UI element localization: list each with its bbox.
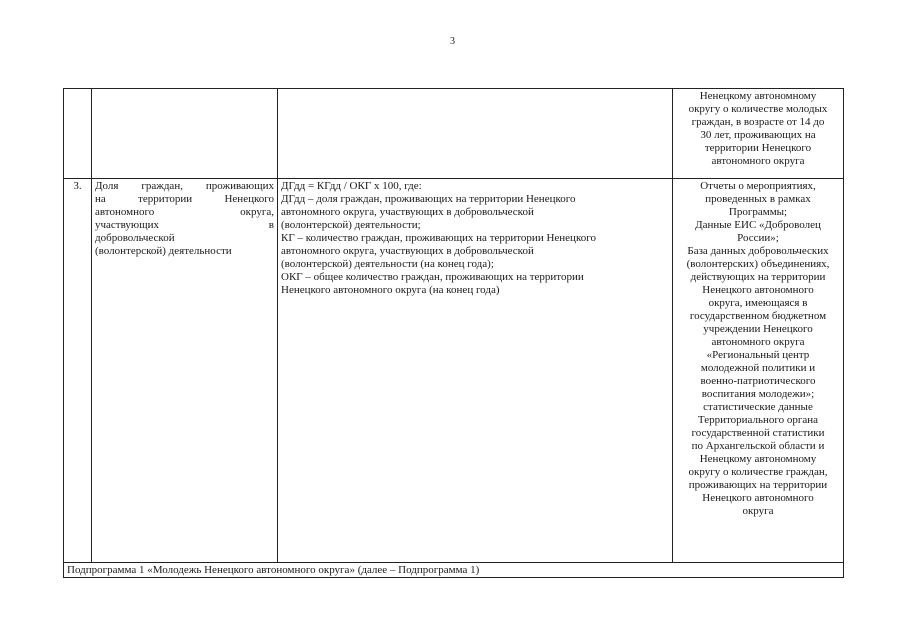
name-line: автономного округа, (95, 206, 274, 218)
source-line: статистические данные (703, 401, 813, 413)
name-line: на территории Ненецкого (95, 193, 274, 205)
name-line: участвующих в (95, 219, 274, 231)
row-number-cell (64, 89, 92, 179)
source-line: Отчеты о мероприятиях, (700, 180, 816, 192)
source-line: по Архангельской области и (691, 440, 825, 452)
formula-line: автономного округа, участвующих в добровольческой (281, 245, 534, 257)
table-row-indicator-3 (64, 179, 844, 563)
page-number: 3 (450, 36, 455, 47)
source-line: государственной статистики (691, 427, 825, 439)
formula-line: (волонтерской) деятельности; (281, 219, 421, 231)
source-line: Ненецкому автономному (699, 90, 817, 102)
formula-line: КГ – количество граждан, проживающих на территории Ненецкого (281, 232, 596, 244)
source-line: учреждении Ненецкого (703, 323, 813, 335)
source-line: «Региональный центр (706, 349, 810, 361)
source-line: Программы; (728, 206, 788, 218)
source-line: граждан, в возрасте от 14 до (691, 116, 825, 128)
source-line: военно-патриотического (700, 375, 816, 387)
source-line: воспитания молодежи»; (701, 388, 815, 400)
name-line: (волонтерской) деятельности (95, 245, 232, 257)
source-line: действующих на территории (690, 271, 826, 283)
indicator-name-cell (92, 179, 278, 563)
name-line: добровольческой (95, 232, 175, 244)
formula-line: Ненецкого автономного округа (на конец года) (281, 284, 500, 296)
indicator-name-cell (92, 89, 278, 179)
table-row-continued (64, 89, 844, 179)
formula-line: ОКГ – общее количество граждан, проживающих на территории (281, 271, 584, 283)
source-line: округу о количестве граждан, (688, 466, 828, 478)
source-line: проживающих на территории (688, 479, 828, 491)
source-line: 30 лет, проживающих на (700, 129, 816, 141)
data-source-cell (673, 179, 844, 563)
source-line: Данные ЕИС «Доброволец (695, 219, 821, 231)
indicators-table (63, 88, 844, 578)
source-line: молодежной политики и (700, 362, 816, 374)
source-line: округа, имеющаяся в (708, 297, 808, 309)
source-line: территории Ненецкого (704, 142, 812, 154)
source-line: База данных добровольческих (687, 245, 829, 257)
source-line: автономного округа (711, 336, 805, 348)
source-line: (волонтерских) объединениях, (686, 258, 830, 270)
name-line: Доля граждан, проживающих (95, 180, 274, 192)
formula-line: ДГдд = КГдд / ОКГ x 100, где: (281, 180, 422, 192)
formula-line: автономного округа, участвующих в добровольческой (281, 206, 534, 218)
row-number-cell: 3. (64, 179, 92, 563)
source-line: Территориального органа (697, 414, 819, 426)
table-row-subprogram (64, 563, 844, 578)
formula-cell (278, 179, 673, 563)
source-line: Ненецкого автономного (702, 284, 814, 296)
source-line: округу о количестве молодых (688, 103, 828, 115)
formula-cell (278, 89, 673, 179)
source-line: Ненецкому автономному (699, 453, 817, 465)
source-line: Ненецкого автономного (702, 492, 814, 504)
source-line: округа (742, 505, 774, 517)
formula-line: (волонтерской) деятельности (на конец года); (281, 258, 494, 270)
formula-line: ДГдд – доля граждан, проживающих на территории Ненецкого (281, 193, 576, 205)
source-line: государственном бюджетном (689, 310, 827, 322)
subprogram-title: Подпрограмма 1 «Молодежь Ненецкого автономного округа» (далее – Подпрограмма 1) (64, 563, 844, 578)
source-line: России»; (737, 232, 779, 244)
source-line: автономного округа (711, 155, 805, 167)
source-line: проведенных в рамках (705, 193, 811, 205)
data-source-cell (673, 89, 844, 179)
